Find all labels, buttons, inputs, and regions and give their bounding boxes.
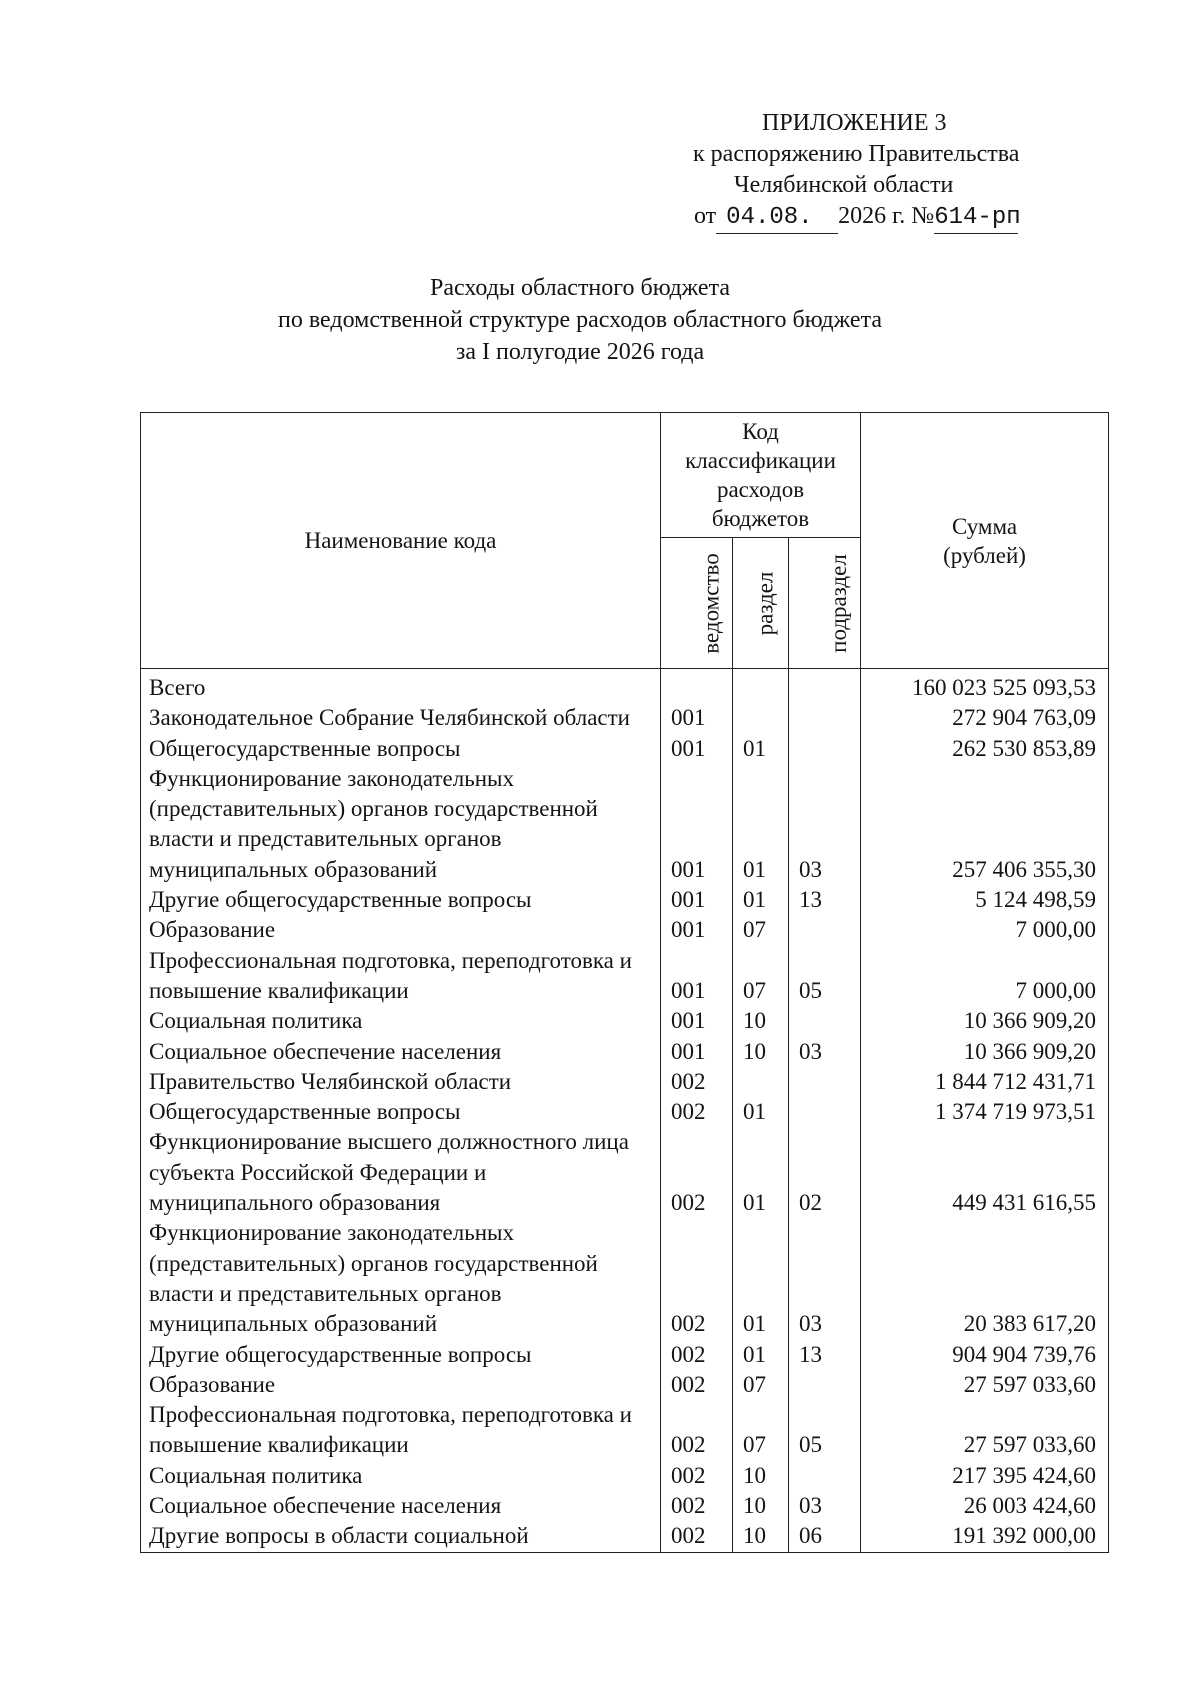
- appendix-title: ПРИЛОЖЕНИЕ 3: [762, 110, 947, 136]
- row-name: Другие общегосударственные вопросы: [141, 1340, 661, 1370]
- row-dept-code: 001: [661, 885, 733, 915]
- row-section-code: 07: [733, 915, 789, 945]
- row-dept-code: 002: [661, 1491, 733, 1521]
- row-sum: 262 530 853,89: [861, 734, 1109, 764]
- row-subsection-code: 13: [789, 1340, 861, 1370]
- row-name: Функционирование законодательных (представительных) органов государственной власти и представительных органов муниципальных образований: [141, 764, 661, 885]
- row-sum: 904 904 739,76: [861, 1340, 1109, 1370]
- table-row: [141, 885, 1109, 915]
- header-line-date-number: [660, 201, 1100, 234]
- row-name: Общегосударственные вопросы: [141, 734, 661, 764]
- row-name: Законодательное Собрание Челябинской области: [141, 703, 661, 733]
- table-row: [141, 1491, 1109, 1521]
- row-sum: 10 366 909,20: [861, 1006, 1109, 1036]
- order-number: 614-рп: [934, 202, 1018, 234]
- header-dept: ведомство: [661, 538, 733, 669]
- table-row: [141, 1218, 1109, 1339]
- row-sum: 449 431 616,55: [861, 1127, 1109, 1218]
- row-section-code: 01: [733, 764, 789, 885]
- table-row: [141, 1127, 1109, 1218]
- year-text: 2026 г. №: [838, 203, 935, 229]
- row-sum: 272 904 763,09: [861, 703, 1109, 733]
- table-row: [141, 946, 1109, 1007]
- row-dept-code: 001: [661, 764, 733, 885]
- order-date: 04.08.: [716, 202, 838, 234]
- table-row: [141, 1521, 1109, 1552]
- row-dept-code: 002: [661, 1521, 733, 1552]
- row-sum: 27 597 033,60: [861, 1400, 1109, 1461]
- row-dept-code: 001: [661, 703, 733, 733]
- header-name: Наименование кода: [141, 413, 661, 669]
- row-section-code: 01: [733, 1340, 789, 1370]
- caption-line-1: Расходы областного бюджета: [429, 275, 731, 301]
- row-dept-code: 002: [661, 1400, 733, 1461]
- header-section: раздел: [733, 538, 789, 669]
- row-sum: 10 366 909,20: [861, 1037, 1109, 1067]
- row-sum: 1 374 719 973,51: [861, 1097, 1109, 1127]
- row-subsection-code: 03: [789, 764, 861, 885]
- row-name: Профессиональная подготовка, переподготовка и повышение квалификации: [141, 1400, 661, 1461]
- row-name: Другие общегосударственные вопросы: [141, 885, 661, 915]
- row-subsection-code: 03: [789, 1491, 861, 1521]
- row-subsection-code: 13: [789, 885, 861, 915]
- row-name: Образование: [141, 1370, 661, 1400]
- row-section-code: 01: [733, 1097, 789, 1127]
- row-section-code: 07: [733, 1400, 789, 1461]
- row-dept-code: 001: [661, 1037, 733, 1067]
- row-dept-code: 002: [661, 1067, 733, 1097]
- table-body: [141, 669, 1109, 1553]
- table-row: [141, 1067, 1109, 1097]
- row-subsection-code: [789, 734, 861, 764]
- row-section-code: 01: [733, 1127, 789, 1218]
- row-subsection-code: 03: [789, 1037, 861, 1067]
- row-subsection-code: [789, 1006, 861, 1036]
- row-section-code: 10: [733, 1006, 789, 1036]
- row-name: Функционирование высшего должностного лица субъекта Российской Федерации и муниципального образования: [141, 1127, 661, 1218]
- row-name: Всего: [141, 669, 661, 704]
- table-row: [141, 1097, 1109, 1127]
- row-name: Другие вопросы в области социальной: [141, 1521, 661, 1552]
- row-dept-code: [661, 669, 733, 704]
- table-row: [141, 1340, 1109, 1370]
- header-line-order: к распоряжению Правительства: [693, 141, 1020, 167]
- table-row: [141, 1400, 1109, 1461]
- row-section-code: 10: [733, 1461, 789, 1491]
- row-subsection-code: [789, 915, 861, 945]
- row-sum: 1 844 712 431,71: [861, 1067, 1109, 1097]
- row-dept-code: 002: [661, 1461, 733, 1491]
- header-sum: Сумма (рублей): [861, 413, 1109, 669]
- row-section-code: 01: [733, 734, 789, 764]
- row-subsection-code: [789, 1461, 861, 1491]
- row-section-code: 10: [733, 1521, 789, 1552]
- row-dept-code: 002: [661, 1370, 733, 1400]
- table-row: [141, 734, 1109, 764]
- row-sum: 20 383 617,20: [861, 1218, 1109, 1339]
- row-section-code: 01: [733, 1218, 789, 1339]
- table-row: [141, 1370, 1109, 1400]
- row-section-code: [733, 669, 789, 704]
- row-dept-code: 001: [661, 946, 733, 1007]
- table-row: [141, 669, 1109, 704]
- row-dept-code: 002: [661, 1218, 733, 1339]
- row-name: Профессиональная подготовка, переподготовка и повышение квалификации: [141, 946, 661, 1007]
- document-header: [660, 108, 1100, 234]
- table-row: [141, 915, 1109, 945]
- row-section-code: 01: [733, 885, 789, 915]
- row-section-code: 07: [733, 946, 789, 1007]
- row-subsection-code: [789, 669, 861, 704]
- row-sum: 7 000,00: [861, 915, 1109, 945]
- row-dept-code: 002: [661, 1127, 733, 1218]
- row-sum: 160 023 525 093,53: [861, 669, 1109, 704]
- header-line-region: Челябинской области: [734, 172, 954, 198]
- row-sum: 5 124 498,59: [861, 885, 1109, 915]
- table-row: [141, 1461, 1109, 1491]
- row-name: Образование: [141, 915, 661, 945]
- row-name: Социальная политика: [141, 1461, 661, 1491]
- row-sum: 26 003 424,60: [861, 1491, 1109, 1521]
- table-row: [141, 1037, 1109, 1067]
- row-sum: 7 000,00: [861, 946, 1109, 1007]
- row-subsection-code: 05: [789, 1400, 861, 1461]
- caption-line-2: по ведомственной структуре расходов областного бюджета: [278, 307, 882, 333]
- row-sum: 257 406 355,30: [861, 764, 1109, 885]
- row-sum: 191 392 000,00: [861, 1521, 1109, 1552]
- row-subsection-code: 05: [789, 946, 861, 1007]
- header-subsection: подраздел: [789, 538, 861, 669]
- row-section-code: 07: [733, 1370, 789, 1400]
- row-subsection-code: [789, 703, 861, 733]
- row-name: Социальное обеспечение населения: [141, 1037, 661, 1067]
- row-section-code: [733, 1067, 789, 1097]
- table-row: [141, 764, 1109, 885]
- row-dept-code: 001: [661, 1006, 733, 1036]
- expenses-table: [140, 412, 1109, 1553]
- row-name: Общегосударственные вопросы: [141, 1097, 661, 1127]
- row-subsection-code: [789, 1067, 861, 1097]
- row-dept-code: 001: [661, 915, 733, 945]
- row-subsection-code: 02: [789, 1127, 861, 1218]
- header-code-group: Код классификации расходов бюджетов: [661, 413, 861, 538]
- row-sum: 217 395 424,60: [861, 1461, 1109, 1491]
- row-name: Функционирование законодательных (представительных) органов государственной власти и представительных органов муниципальных образований: [141, 1218, 661, 1339]
- row-section-code: 10: [733, 1491, 789, 1521]
- row-dept-code: 002: [661, 1340, 733, 1370]
- row-name: Социальная политика: [141, 1006, 661, 1036]
- row-subsection-code: 03: [789, 1218, 861, 1339]
- caption-line-3: за I полугодие 2026 года: [455, 339, 705, 365]
- row-dept-code: 001: [661, 734, 733, 764]
- row-name: Социальное обеспечение населения: [141, 1491, 661, 1521]
- row-dept-code: 002: [661, 1097, 733, 1127]
- document-caption: [190, 272, 970, 368]
- table-row: [141, 1006, 1109, 1036]
- row-subsection-code: [789, 1370, 861, 1400]
- row-name: Правительство Челябинской области: [141, 1067, 661, 1097]
- row-sum: 27 597 033,60: [861, 1370, 1109, 1400]
- row-subsection-code: 06: [789, 1521, 861, 1552]
- row-section-code: [733, 703, 789, 733]
- table-row: [141, 703, 1109, 733]
- row-subsection-code: [789, 1097, 861, 1127]
- row-section-code: 10: [733, 1037, 789, 1067]
- from-label: от: [694, 203, 717, 229]
